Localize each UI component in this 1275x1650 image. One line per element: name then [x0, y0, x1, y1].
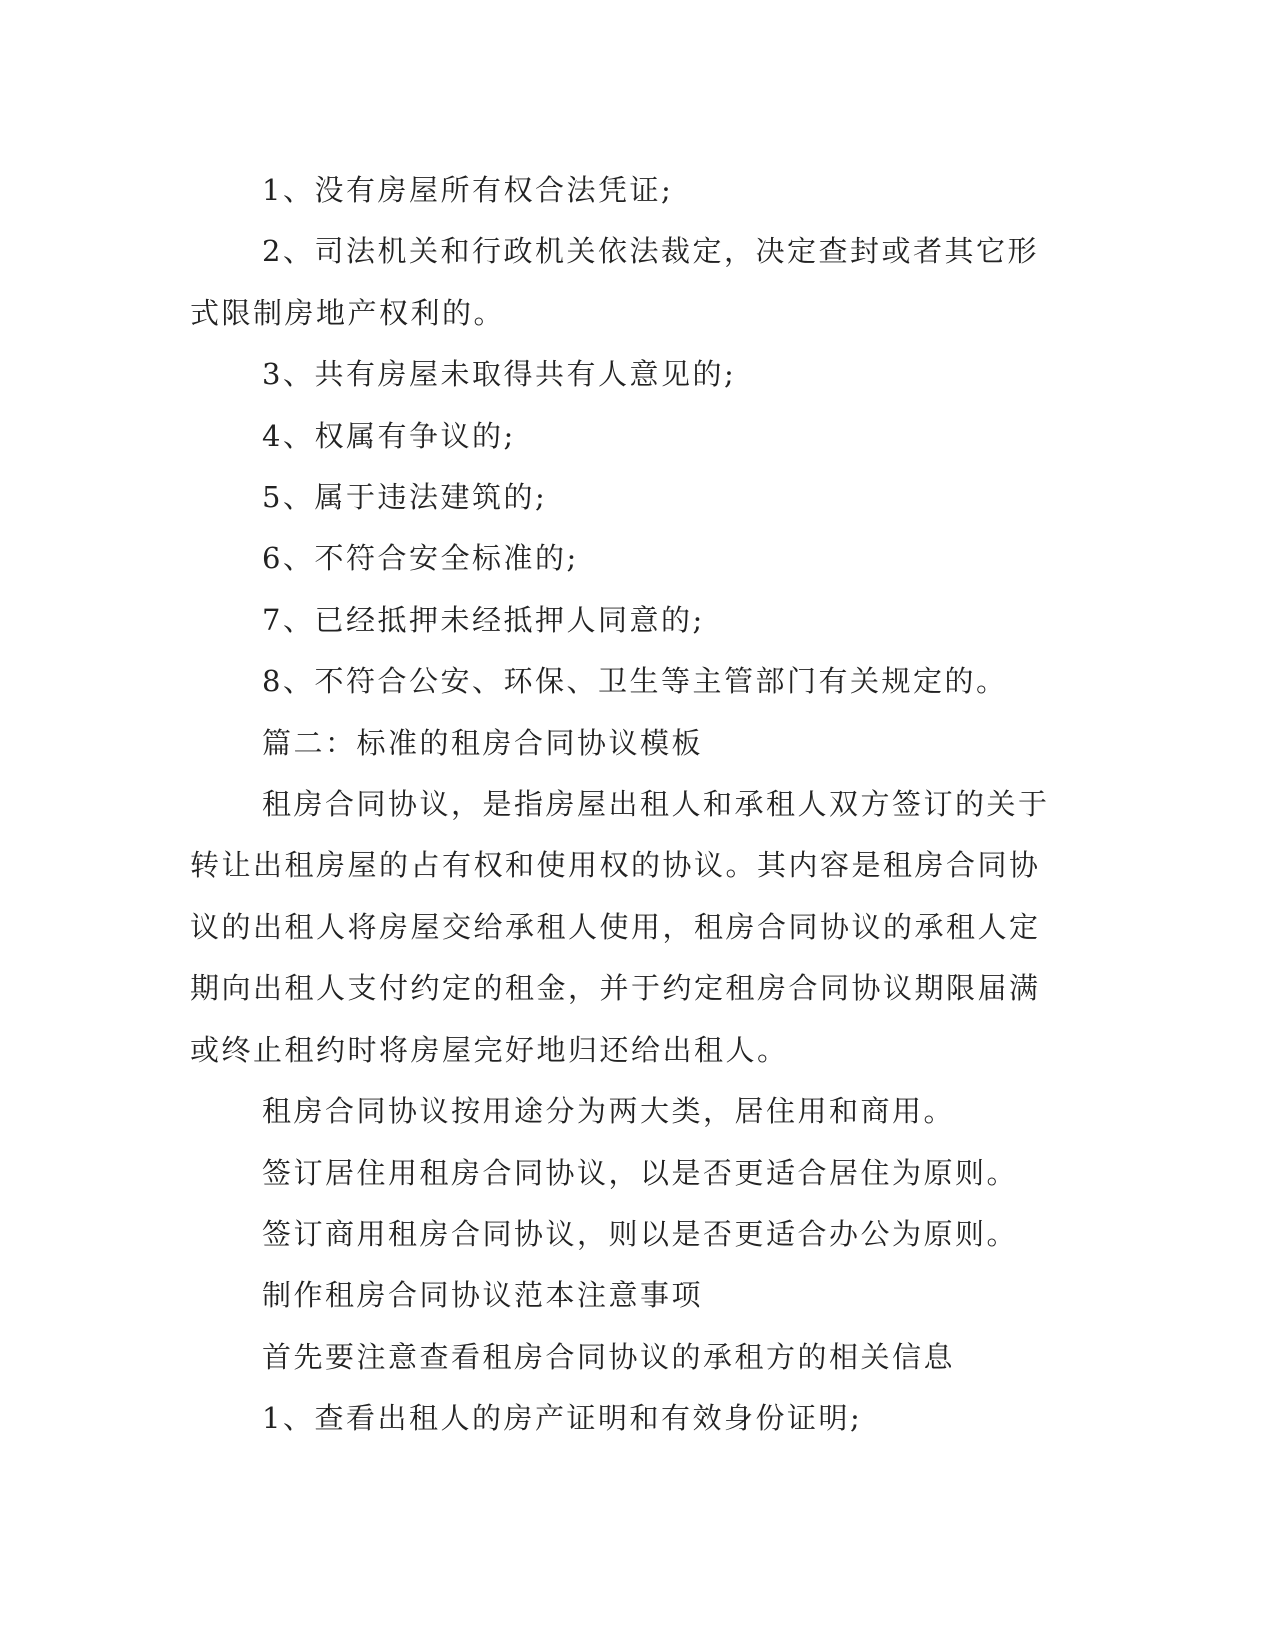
- tenant-info-paragraph: 首先要注意查看租房合同协议的承租方的相关信息: [262, 1339, 956, 1374]
- definition-paragraph: 租房合同协议，是指房屋出租人和承租人双方签订的关于转让出租房屋的占有权和使用权的协议。其内容是租房合同协议的出租人将房屋交给承租人使用，租房合同协议的承租人定期向出租人支付约定的租金，并于约定租房合同协议期限届满或终止租约时将房屋完好地归还给出租人。: [190, 787, 1050, 1067]
- paragraph-item-3: 3、共有房屋未取得共有人意见的;: [262, 357, 737, 392]
- paragraph-item-7: 7、已经抵押未经抵押人同意的;: [262, 602, 705, 637]
- paragraph-item-4: 4、权属有争议的;: [262, 418, 516, 453]
- check-item-1: 1、查看出租人的房产证明和有效身份证明;: [262, 1401, 863, 1436]
- section-heading: 篇二：标准的租房合同协议模板: [262, 725, 704, 760]
- paragraph-item-1: 1、没有房屋所有权合法凭证;: [262, 173, 674, 207]
- classification-paragraph: 租房合同协议按用途分为两大类，居住用和商用。: [262, 1094, 956, 1129]
- paragraph-item-6: 6、不符合安全标准的;: [262, 541, 579, 576]
- document-body: [190, 160, 1070, 1450]
- paragraph-item-2: 2、司法机关和行政机关依法裁定，决定查封或者其它形式限制房地产权利的。: [190, 234, 1039, 330]
- commercial-principle-paragraph: 签订商用租房合同协议，则以是否更适合办公为原则。: [262, 1216, 1019, 1251]
- paragraph-item-5: 5、属于违法建筑的;: [262, 480, 548, 515]
- residential-principle-paragraph: 签订居住用租房合同协议，以是否更适合居住为原则。: [262, 1155, 1019, 1190]
- notes-heading: 制作租房合同协议范本注意事项: [262, 1278, 704, 1313]
- paragraph-item-8: 8、不符合公安、环保、卫生等主管部门有关规定的。: [262, 664, 1008, 699]
